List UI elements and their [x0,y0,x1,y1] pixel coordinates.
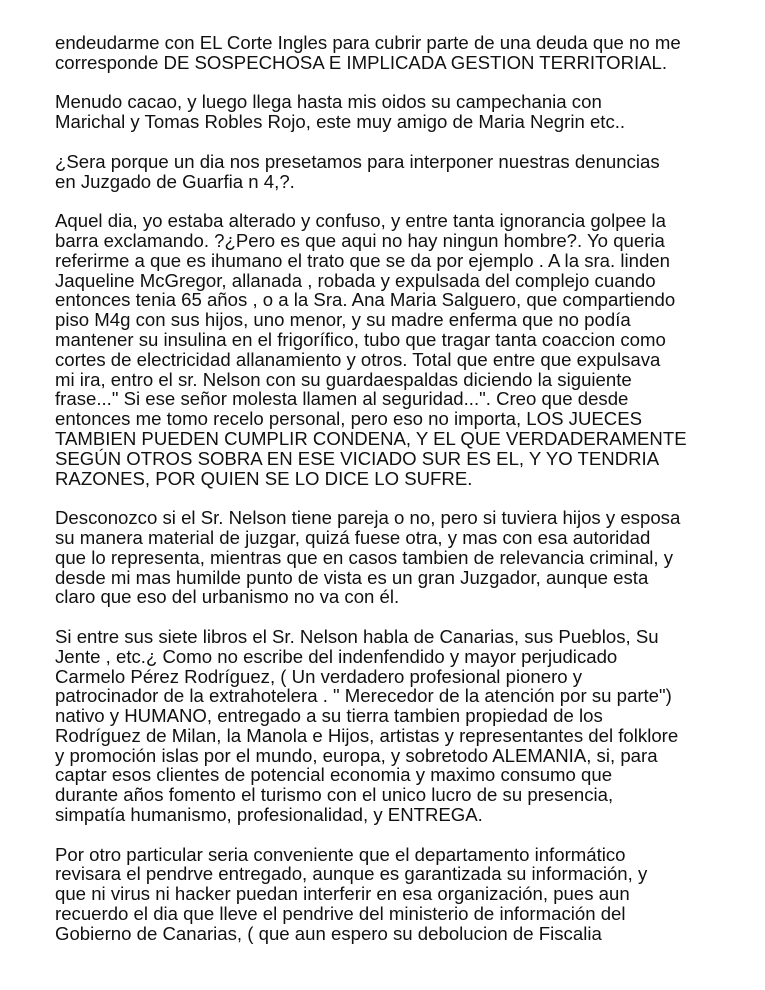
text-line: mantener su insulina en el frigorífico, tubo que tragar tanta coaccion como [55,328,666,350]
text-line: Jaqueline McGregor, allanada , robada y expulsada del complejo cuando [55,269,656,291]
paragraph [55,211,745,488]
text-line: revisara el pendrve entregado, aunque es garantizada su información, y [55,863,648,885]
text-line: Si entre sus siete libros el Sr. Nelson habla de Canarias, sus Pueblos, Su [55,625,659,647]
text-line: desde mi mas humilde punto de vista es un gran Juzgador, aunque esta [55,566,649,588]
text-line: que lo representa, mientras que en casos tambien de relevancia criminal, y [55,546,674,568]
text-line: claro que eso del urbanismo no va con él. [55,586,400,608]
text-line: su manera material de juzgar, quizá fuese otra, y mas con esa autoridad [55,526,651,548]
text-line: mi ira, entro el sr. Nelson con su guardaespaldas diciendo la siguiente [55,368,632,390]
text-line: entonces tenia 65 años , o a la Sra. Ana Maria Salguero, que compartiendo [55,289,676,311]
text-line: referirme a que es ihumano el trato que se da por ejemplo . A la sra. linden [55,249,670,271]
paragraph [55,152,745,192]
text-line: barra exclamando. ?¿Pero es que aqui no hay ningun hombre?. Yo queria [55,229,665,251]
text-line: nativo y HUMANO, entregado a su tierra tambien propiedad de los [55,705,603,727]
text-line: Desconozco si el Sr. Nelson tiene pareja o no, pero si tuviera hijos y esposa [55,507,681,529]
text-line: que ni virus ni hacker puedan interferir en esa organización, pues aun [55,883,630,905]
text-line: simpatía humanismo, profesionalidad, y ENTREGA. [55,804,483,826]
text-line: corresponde DE SOSPECHOSA E IMPLICADA GESTION TERRITORIAL. [55,51,668,73]
paragraph [55,845,745,944]
text-line: Aquel dia, yo estaba alterado y confuso, y entre tanta ignorancia golpee la [55,210,666,232]
text-line: Por otro particular seria conveniente que el departamento informático [55,843,626,865]
text-line: frase..." Si ese señor molesta llamen al seguridad...". Creo que desde [55,388,629,410]
text-line: Carmelo Pérez Rodríguez, ( Un verdadero profesional pionero y [55,665,583,687]
text-line: captar esos clientes de potencial economia y maximo consumo que [55,764,613,786]
text-line: ¿Sera porque un dia nos presetamos para interponer nuestras denuncias [55,150,660,172]
text-line: piso M4g con sus hijos, uno menor, y su madre enferma que no podía [55,309,631,331]
text-line: Marichal y Tomas Robles Rojo, este muy amigo de Maria Negrin etc.. [55,111,626,133]
text-line: Rodríguez de Milan, la Manola e Hijos, artistas y representantes del folklore [55,724,679,746]
text-line: patrocinador de la extrahotelera . " Merecedor de la atención por su parte") [55,685,672,707]
text-line: entonces me tomo recelo personal, pero eso no importa, LOS JUECES [55,408,643,430]
text-line: recuerdo el dia que lleve el pendrive del ministerio de información del [55,903,626,925]
text-line: y promoción islas por el mundo, europa, y sobretodo ALEMANIA, si, para [55,744,658,766]
text-line: Jente , etc.¿ Como no escribe del indenfendido y mayor perjudicado [55,645,618,667]
text-line: en Juzgado de Guarfia n 4,?. [55,170,295,192]
text-line: endeudarme con EL Corte Ingles para cubrir parte de una deuda que no me [55,32,681,53]
paragraph [55,92,745,132]
text-line: Menudo cacao, y luego llega hasta mis oidos su campechania con [55,91,602,113]
paragraph [55,33,745,73]
text-line: cortes de electricidad allanamiento y otros. Total que entre que expulsava [55,348,661,370]
paragraph [55,627,745,825]
text-line: TAMBIEN PUEDEN CUMPLIR CONDENA, Y EL QUE VERDADERAMENTE [55,427,687,449]
document-page [55,33,745,963]
text-line: durante años fomento el turismo con el unico lucro de su presencia, [55,784,614,806]
text-line: Gobierno de Canarias, ( que aun espero su debolucion de Fiscalia [55,922,602,944]
paragraph [55,508,745,607]
text-line: SEGÚN OTROS SOBRA EN ESE VICIADO SUR ES EL, Y YO TENDRIA [55,447,660,469]
text-line: RAZONES, POR QUIEN SE LO DICE LO SUFRE. [55,467,473,489]
